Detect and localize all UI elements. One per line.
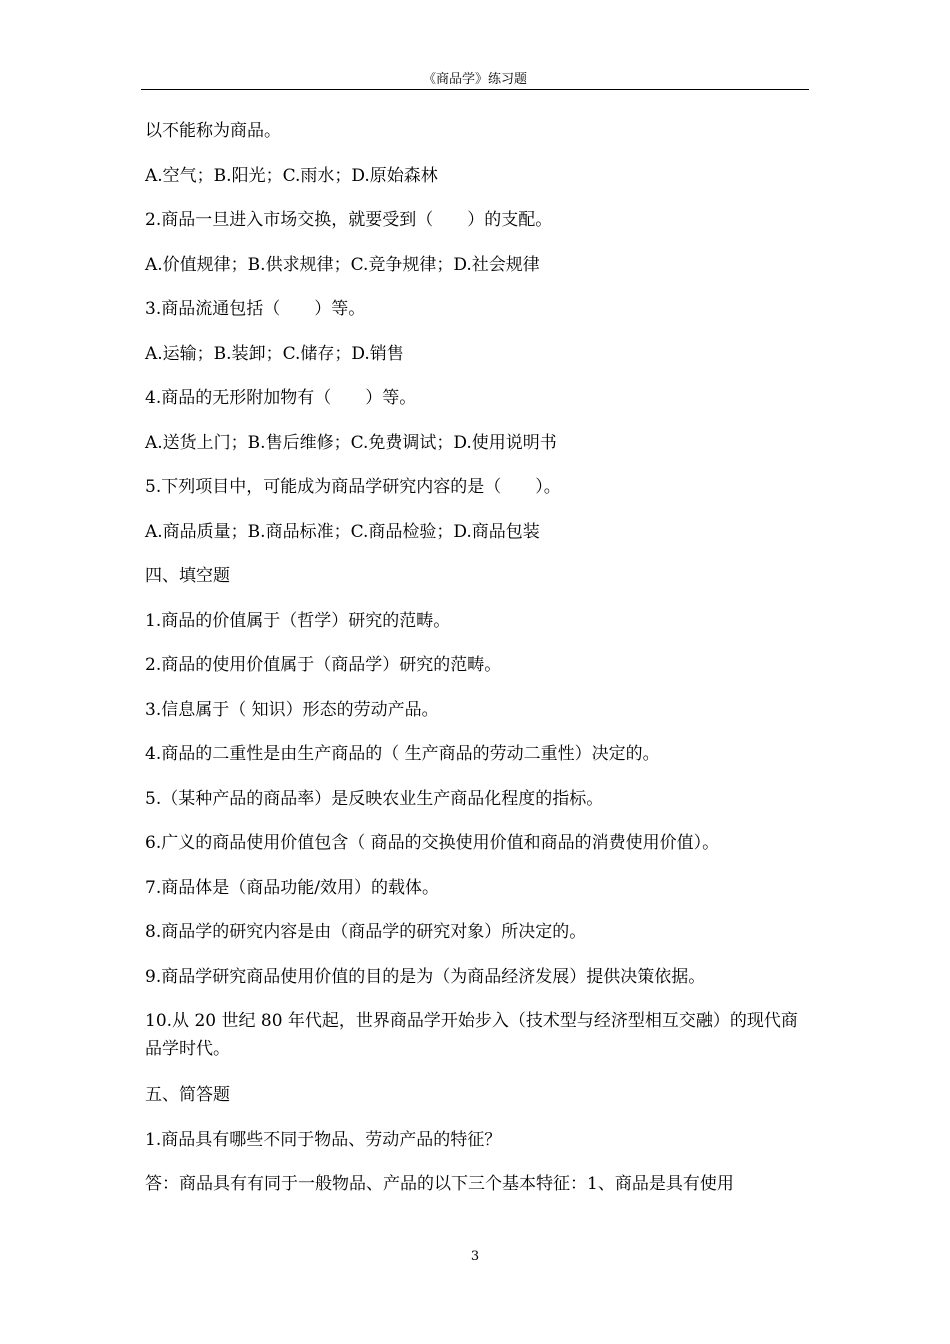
header-rule [141,89,809,90]
fill-blank-item: 4.商品的二重性是由生产商品的（ 生产商品的劳动二重性）决定的。 [145,744,660,764]
fill-blank-item: 6.广义的商品使用价值包含（ 商品的交换使用价值和商品的消费使用价值）。 [145,833,720,853]
section-heading: 四、填空题 [145,566,230,586]
text-line: 以不能称为商品。 [145,121,281,141]
fill-blank-item: 8.商品学的研究内容是由（商品学的研究对象）所决定的。 [145,922,587,942]
question-line: 1.商品具有哪些不同于物品、劳动产品的特征？ [145,1129,502,1150]
question-line: 3.商品流通包括（ ）等。 [145,299,366,319]
answer-options: A.价值规律；B.供求规律；C.竞争规律；D.社会规律 [145,254,540,275]
fill-blank-item: 2.商品的使用价值属于（商品学）研究的范畴。 [145,655,502,675]
fill-blank-item: 3.信息属于（ 知识）形态的劳动产品。 [145,699,439,720]
fill-blank-item: 1.商品的价值属于（哲学）研究的范畴。 [145,610,451,631]
fill-blank-item: 10.从 20 世纪 80 年代起，世界商品学开始步入（技术型与经济型相互交融）的现代商品学时代。 [145,1011,798,1059]
question-line: 2.商品一旦进入市场交换，就要受到（ ）的支配。 [145,210,553,230]
answer-options: A.商品质量；B.商品标准；C.商品检验；D.商品包装 [145,521,540,542]
answer-options: A.送货上门；B.售后维修；C.免费调试；D.使用说明书 [145,432,557,453]
answer-options: A.运输；B.装卸；C.储存；D.销售 [145,343,404,364]
page-number: 3 [470,1249,480,1264]
question-line: 4.商品的无形附加物有（ ）等。 [145,388,417,408]
document-body [145,117,809,1215]
fill-blank-item: 5.（某种产品的商品率）是反映农业生产商品化程度的指标。 [145,788,604,809]
answer-text: 答：商品具有有同于一般物品、产品的以下三个基本特征：1、商品是具有使用 [145,1174,734,1194]
answer-options: A.空气；B.阳光；C.雨水；D.原始森林 [145,165,438,186]
fill-blank-item: 7.商品体是（商品功能/效用）的载体。 [145,877,439,898]
page-header: 《商品学》练习题 [422,72,527,87]
question-line: 5.下列项目中，可能成为商品学研究内容的是（ ）。 [145,477,561,497]
fill-blank-item: 9.商品学研究商品使用价值的目的是为（为商品经济发展）提供决策依据。 [145,966,706,987]
section-heading: 五、简答题 [145,1085,230,1105]
